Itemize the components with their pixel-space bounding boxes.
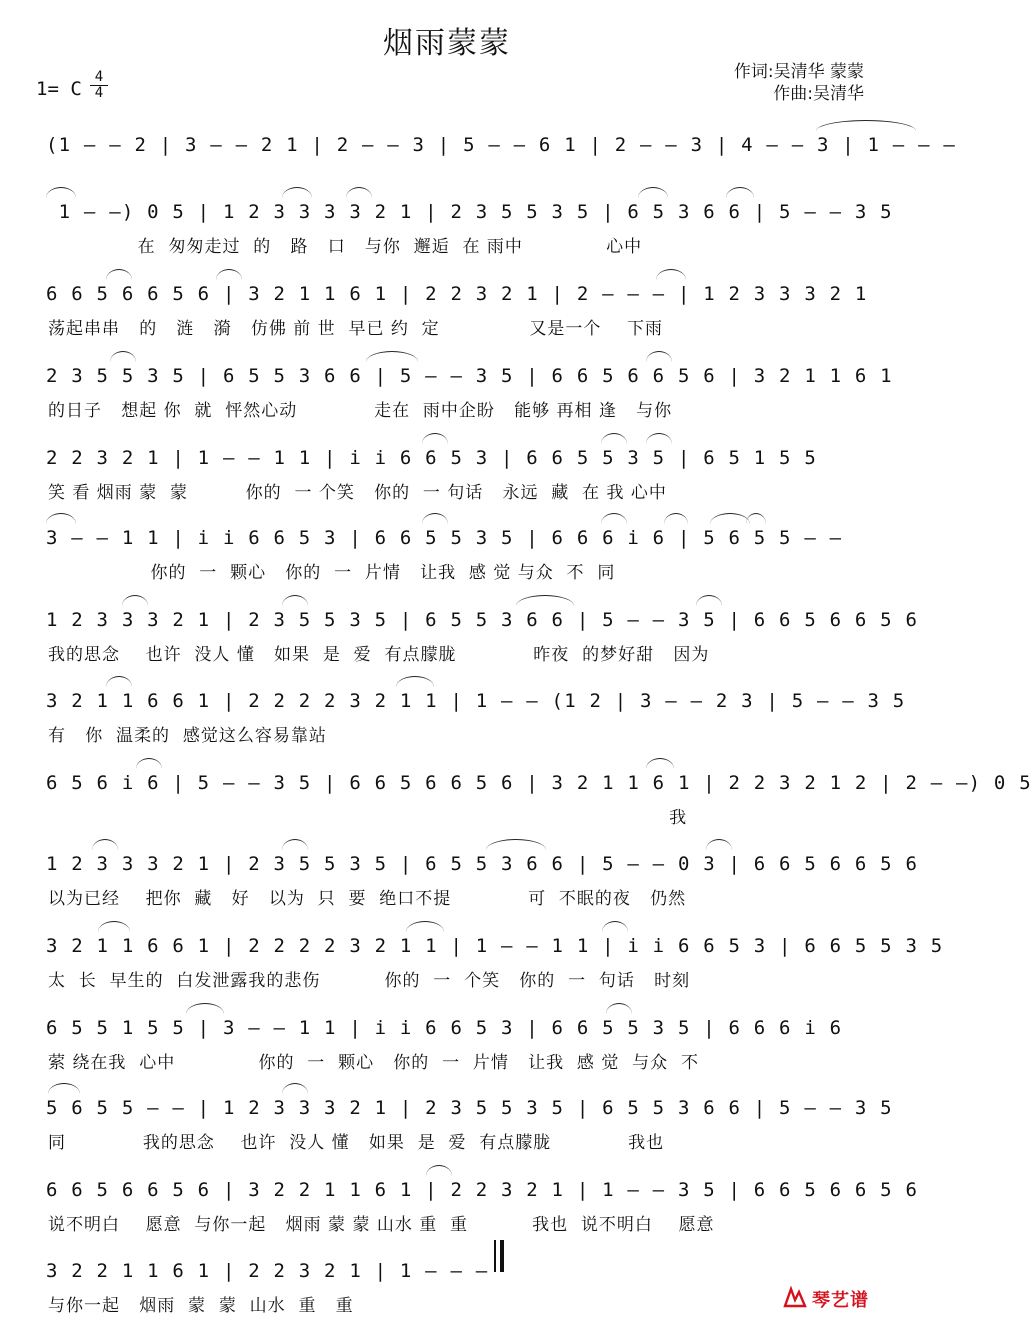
music-system <box>46 929 944 1011</box>
lyricist-credit: 作词:吴清华 蒙蒙 <box>733 62 864 82</box>
notation-line: 1 2 3 3 3 2 1 | 2 3 5 5 3 5 | 6 5 5 3 6 6 | 5 — — 0 3 | 6 6 5 6 6 5 6 <box>46 853 919 875</box>
music-system <box>46 684 906 766</box>
slur-mark <box>816 120 916 131</box>
notation-line: (1 — — 2 | 3 — — 2 1 | 2 — — 3 | 5 — — 6 1 | 2 — — 3 | 4 — — 3 | 1 — — — <box>46 134 957 156</box>
notation-line: 1 — —) 0 5 | 1 2 3 3 3 3 2 1 | 2 3 5 5 3 5 | 6 5 3 6 6 | 5 — — 3 5 <box>46 201 906 223</box>
logo-text: 琴艺谱 <box>812 1290 869 1311</box>
notation-line: 5 6 5 5 — — | 1 2 3 3 3 2 1 | 2 3 5 5 3 5 | 6 5 5 3 6 6 | 5 — — 3 5 <box>46 1097 893 1119</box>
site-logo <box>782 1284 882 1312</box>
lyric-line: 说不明白 愿意 与你一起 烟雨 蒙 蒙 山水 重 重 我也 说不明白 愿意 <box>48 1215 715 1235</box>
music-system <box>46 1173 919 1255</box>
lyric-line: 的日子 想起 你 就 怦然心动 走在 雨中企盼 能够 再相 逢 与你 <box>48 401 673 421</box>
key-signature: 1= C <box>36 78 82 100</box>
notation-line: 3 2 2 1 1 6 1 | 2 2 3 2 1 | 1 — — — <box>46 1260 489 1282</box>
music-system <box>46 359 893 441</box>
music-system <box>46 277 868 359</box>
notation-line: 2 2 3 2 1 | 1 — — 1 1 | i i 6 6 5 3 | 6 6 5 5 3 5 | 6 5 1 5 5 <box>46 447 817 469</box>
notation-line: 6 5 5 1 5 5 | 3 — — 1 1 | i i 6 6 5 3 | 6 6 5 5 3 5 | 6 6 6 i 6 <box>46 1017 843 1039</box>
music-system <box>46 195 906 277</box>
final-barline <box>494 1240 506 1272</box>
music-system <box>46 441 856 523</box>
music-system <box>46 1011 856 1093</box>
music-system <box>46 1254 856 1336</box>
lyric-line: 有 你 温柔的 感觉这么容易靠站 <box>48 726 327 746</box>
notation-line: 6 5 6 i 6 | 5 — — 3 5 | 6 6 5 6 6 5 6 | 3 2 1 1 6 1 | 2 2 3 2 1 2 | 2 — —) 0 5 <box>46 772 1032 794</box>
meter-top: 4 <box>94 69 104 85</box>
notation-line: 3 2 1 1 6 6 1 | 2 2 2 2 3 2 1 1 | 1 — — 1 1 | i i 6 6 5 3 | 6 6 5 5 3 5 <box>46 935 944 957</box>
music-system <box>46 766 1032 848</box>
music-system <box>46 1091 893 1173</box>
lyric-line: 萦 绕在我 心中 你的 一 颗心 你的 一 片情 让我 感 觉 与众 不 <box>48 1053 699 1073</box>
lyric-line: 同 我的思念 也许 没人 懂 如果 是 爱 有点朦胧 我也 <box>48 1133 665 1153</box>
lyric-line: 荡起串串 的 涟 漪 仿佛 前 世 早已 约 定 又是一个 下雨 <box>48 319 663 339</box>
notation-line: 1 2 3 3 3 2 1 | 2 3 5 5 3 5 | 6 5 5 3 6 6 | 5 — — 3 5 | 6 6 5 6 6 5 6 <box>46 609 919 631</box>
music-system <box>46 847 919 929</box>
composer-credit: 作曲:吴清华 <box>773 84 864 104</box>
lyric-line: 我的思念 也许 没人 懂 如果 是 爱 有点朦胧 昨夜 的梦好甜 因为 <box>48 645 710 665</box>
notation-line: 6 6 5 6 6 5 6 | 3 2 2 1 1 6 1 | 2 2 3 2 1 | 1 — — 3 5 | 6 6 5 6 6 5 6 <box>46 1179 919 1201</box>
time-signature <box>90 70 108 101</box>
lyric-line: 以为已经 把你 藏 好 以为 只 要 绝口不提 可 不眠的夜 仍然 <box>48 889 687 909</box>
lyric-line: 笑 看 烟雨 蒙 蒙 你的 一 个笑 你的 一 句话 永远 藏 在 我 心中 <box>48 483 667 503</box>
notation-line: 6 6 5 6 6 5 6 | 3 2 1 1 6 1 | 2 2 3 2 1 | 2 — — — | 1 2 3 3 3 2 1 <box>46 283 868 305</box>
lyric-line: 在 匆匆走过 的 路 口 与你 邂逅 在 雨中 心中 <box>48 237 643 257</box>
music-system <box>46 603 919 685</box>
logo-icon <box>782 1286 808 1310</box>
lyric-line: 你的 一 颗心 你的 一 片情 让我 感 觉 与众 不 同 <box>48 563 616 583</box>
notation-line: 3 2 1 1 6 6 1 | 2 2 2 2 3 2 1 1 | 1 — — (1 2 | 3 — — 2 3 | 5 — — 3 5 <box>46 690 906 712</box>
song-title: 烟雨蒙蒙 <box>383 26 511 61</box>
meter-bottom: 4 <box>90 85 108 101</box>
music-system <box>46 521 856 603</box>
lyric-line: 我 <box>48 808 688 828</box>
notation-line: 2 3 5 5 3 5 | 6 5 5 3 6 6 | 5 — — 3 5 | 6 6 5 6 6 5 6 | 3 2 1 1 6 1 <box>46 365 893 387</box>
lyric-line: 太 长 早生的 白发泄露我的悲伤 你的 一 个笑 你的 一 句话 时刻 <box>48 971 691 991</box>
notation-line: 3 — — 1 1 | i i 6 6 5 3 | 6 6 5 5 3 5 | 6 6 6 i 6 | 5 6 5 5 — — <box>46 527 843 549</box>
lyric-line: 与你一起 烟雨 蒙 蒙 山水 重 重 <box>48 1296 354 1316</box>
